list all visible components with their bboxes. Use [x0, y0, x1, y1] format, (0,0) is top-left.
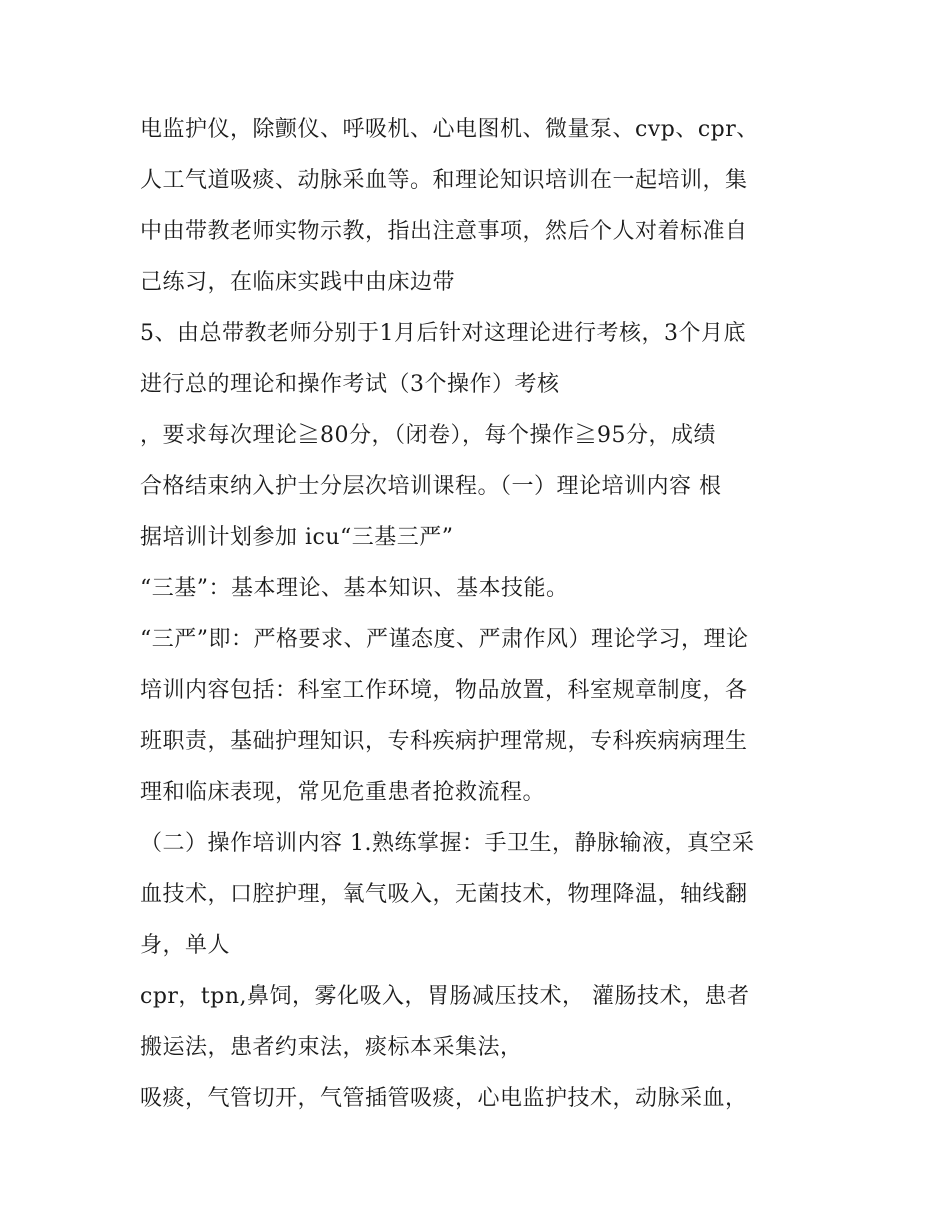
text-line: 5、由总带教老师分别于1月后针对这理论进行考核，3个月底 [140, 321, 746, 346]
text-line: cpr，tpn,鼻饲，雾化吸入，胃肠减压技术， 灌肠技术，患者 [140, 984, 750, 1009]
text-line: 吸痰，气管切开，气管插管吸痰，心电监护技术，动脉采血， [140, 1086, 748, 1111]
text-line: 电监护仪，除颤仪、呼吸机、心电图机、微量泵、cvp、cpr、 [140, 117, 759, 142]
text-line: 己练习，在临床实践中由床边带 [140, 270, 456, 295]
text-line: 合格结束纳入护士分层次培训课程。（一）理论培训内容 根 [140, 474, 722, 499]
text-line: 进行总的理论和操作考试（3个操作）考核 [140, 372, 560, 397]
text-line: 身，单人 [140, 933, 231, 958]
text-line: 中由带教老师实物示教，指出注意事项，然后个人对着标准自 [140, 219, 748, 244]
text-line: ，要求每次理论≧80分，（闭卷），每个操作≧95分，成绩 [140, 423, 716, 448]
text-line: （二）操作培训内容 1.熟练掌握：手卫生，静脉输液，真空采 [140, 831, 755, 856]
document-body [140, 104, 820, 1124]
text-line: “三基”：基本理论、基本知识、基本技能。 [140, 576, 569, 601]
text-line: 搬运法，患者约束法，痰标本采集法， [140, 1035, 523, 1060]
text-line: 班职责，基础护理知识，专科疾病护理常规，专科疾病病理生 [140, 729, 748, 754]
text-line: 人工气道吸痰、动脉采血等。和理论知识培训在一起培训，集 [140, 168, 748, 193]
text-line: 据培训计划参加 icu“三基三严” [140, 525, 454, 550]
text-line: “三严”即：严格要求、严谨态度、严肃作风）理论学习，理论 [140, 627, 749, 652]
text-line: 培训内容包括：科室工作环境，物品放置，科室规章制度，各 [140, 678, 748, 703]
text-line: 血技术，口腔护理，氧气吸入，无菌技术，物理降温，轴线翻 [140, 882, 748, 907]
text-line: 理和临床表现，常见危重患者抢救流程。 [140, 780, 546, 805]
